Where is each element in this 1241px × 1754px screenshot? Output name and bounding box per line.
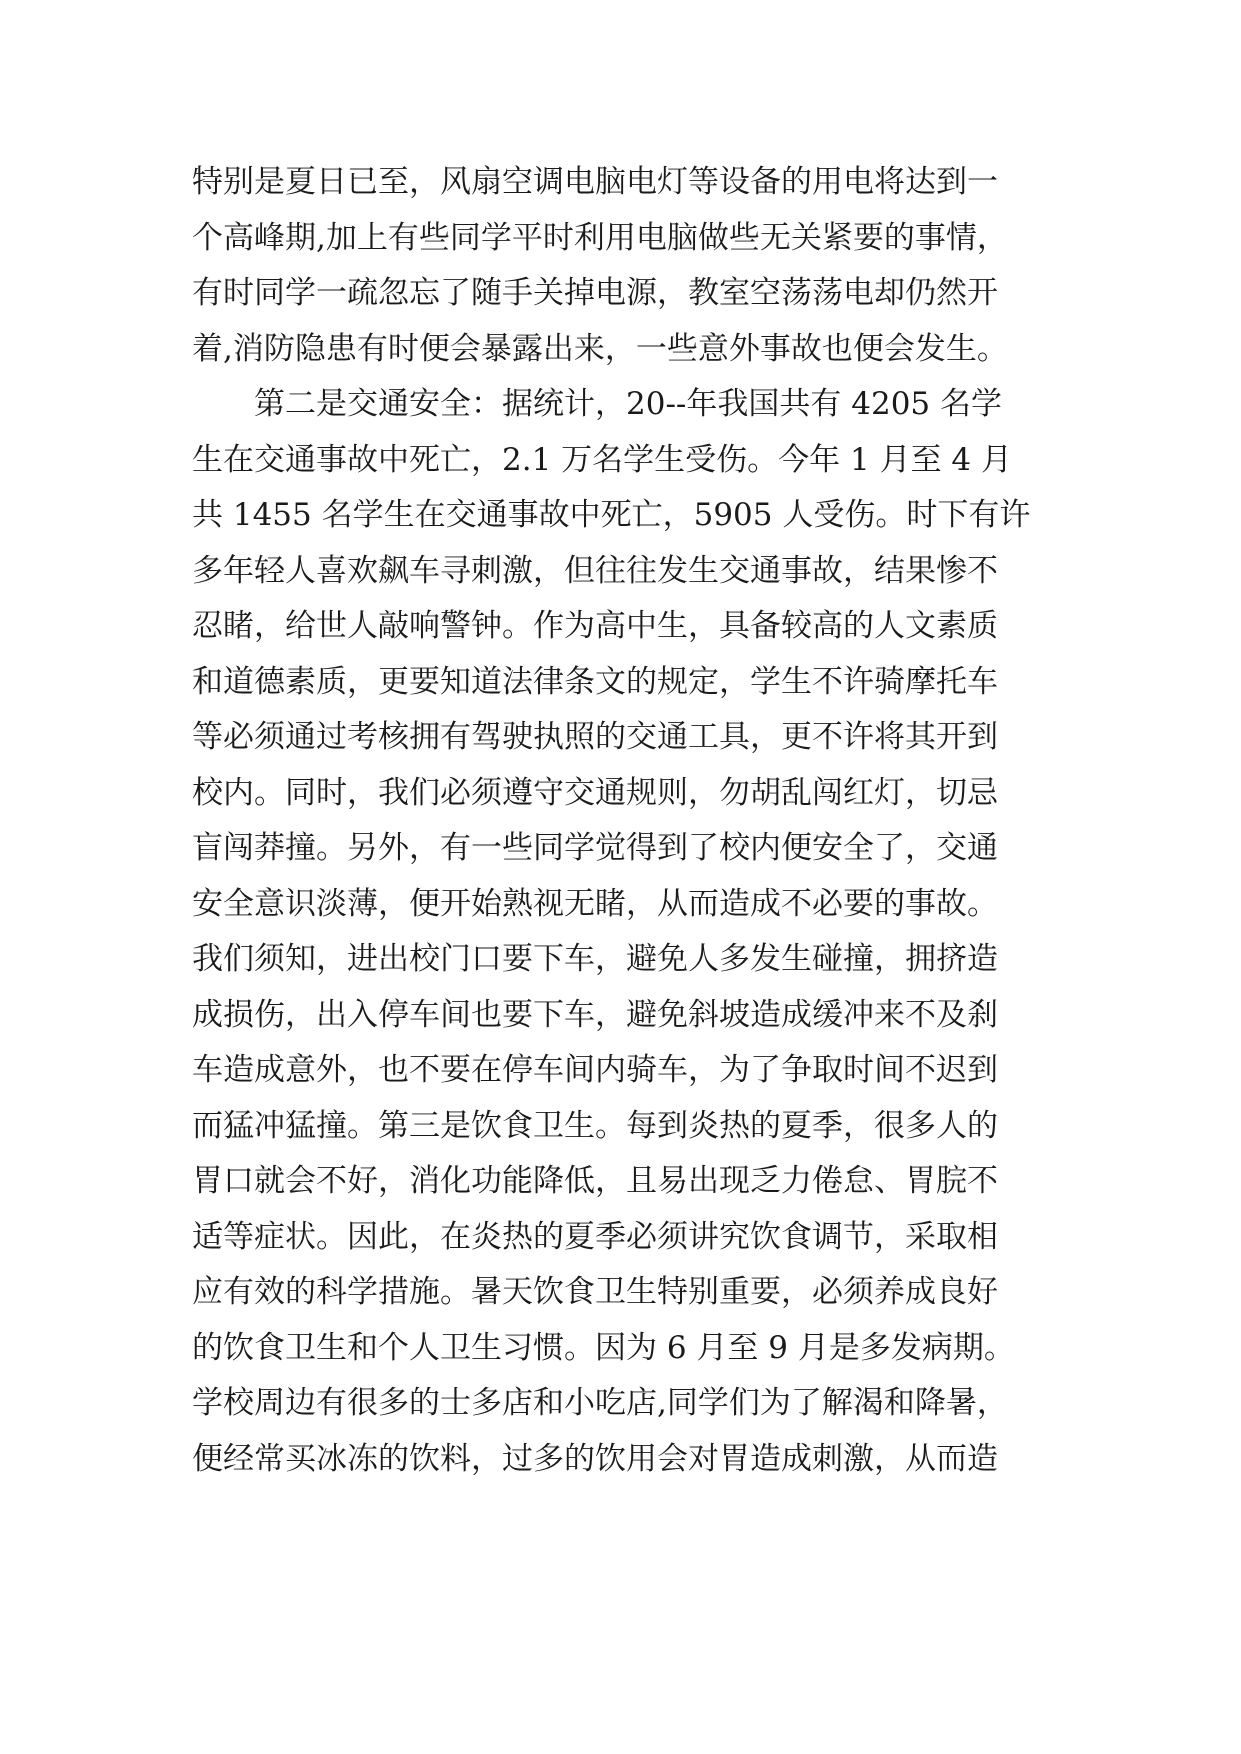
text-line: 便经常买冰冻的饮料，过多的饮用会对胃造成刺激，从而造 xyxy=(192,1440,998,1477)
text-line: 盲闯莽撞。另外，有一些同学觉得到了校内便安全了，交通 xyxy=(192,830,998,866)
text-line: 个高峰期,加上有些同学平时利用电脑做些无关紧要的事情， xyxy=(192,219,1008,256)
text-line: 成损伤，出入停车间也要下车，避免斜坡造成缓冲来不及刹 xyxy=(192,996,998,1033)
text-line: 车造成意外，也不要在停车间内骑车，为了争取时间不迟到 xyxy=(192,1052,998,1088)
text-line: 学校周边有很多的士多店和小吃店,同学们为了解渴和降暑， xyxy=(192,1385,1008,1421)
text-line: 而猛冲猛撞。第三是饮食卫生。每到炎热的夏季，很多人的 xyxy=(192,1107,998,1144)
body-text xyxy=(192,155,1092,1487)
text-line: 多年轻人喜欢飙车寻刺激，但往往发生交通事故，结果惨不 xyxy=(192,552,998,589)
text-line: 的饮食卫生和个人卫生习惯。因为 6 月至 9 月是多发病期。 xyxy=(192,1329,1015,1366)
text-line: 胃口就会不好，消化功能降低，且易出现乏力倦怠、胃脘不 xyxy=(192,1163,998,1199)
text-line: 有时同学一疏忽忘了随手关掉电源，教室空荡荡电却仍然开 xyxy=(192,275,998,311)
text-line: 第二是交通安全：据统计，20--年我国共有 4205 名学 xyxy=(254,386,1002,422)
text-line: 校内。同时，我们必须遵守交通规则，勿胡乱闯红灯，切忌 xyxy=(192,774,998,811)
text-line: 等必须通过考核拥有驾驶执照的交通工具，更不许将其开到 xyxy=(192,719,998,755)
text-line: 共 1455 名学生在交通事故中死亡，5905 人受伤。时下有许 xyxy=(192,497,1031,533)
text-line: 忍睹，给世人敲响警钟。作为高中生，具备较高的人文素质 xyxy=(192,608,998,644)
text-line: 生在交通事故中死亡，2.1 万名学生受伤。今年 1 月至 4 月 xyxy=(192,441,1013,478)
text-line: 应有效的科学措施。暑天饮食卫生特别重要，必须养成良好 xyxy=(192,1274,998,1310)
text-line: 着,消防隐患有时便会暴露出来，一些意外事故也便会发生。 xyxy=(192,330,1008,367)
text-line: 我们须知，进出校门口要下车，避免人多发生碰撞，拥挤造 xyxy=(192,941,998,977)
text-line: 安全意识淡薄，便开始熟视无睹，从而造成不必要的事故。 xyxy=(192,885,998,922)
text-line: 和道德素质，更要知道法律条文的规定，学生不许骑摩托车 xyxy=(192,663,998,700)
text-line: 适等症状。因此，在炎热的夏季必须讲究饮食调节，采取相 xyxy=(192,1218,998,1255)
text-line: 特别是夏日已至，风扇空调电脑电灯等设备的用电将达到一 xyxy=(192,164,998,200)
